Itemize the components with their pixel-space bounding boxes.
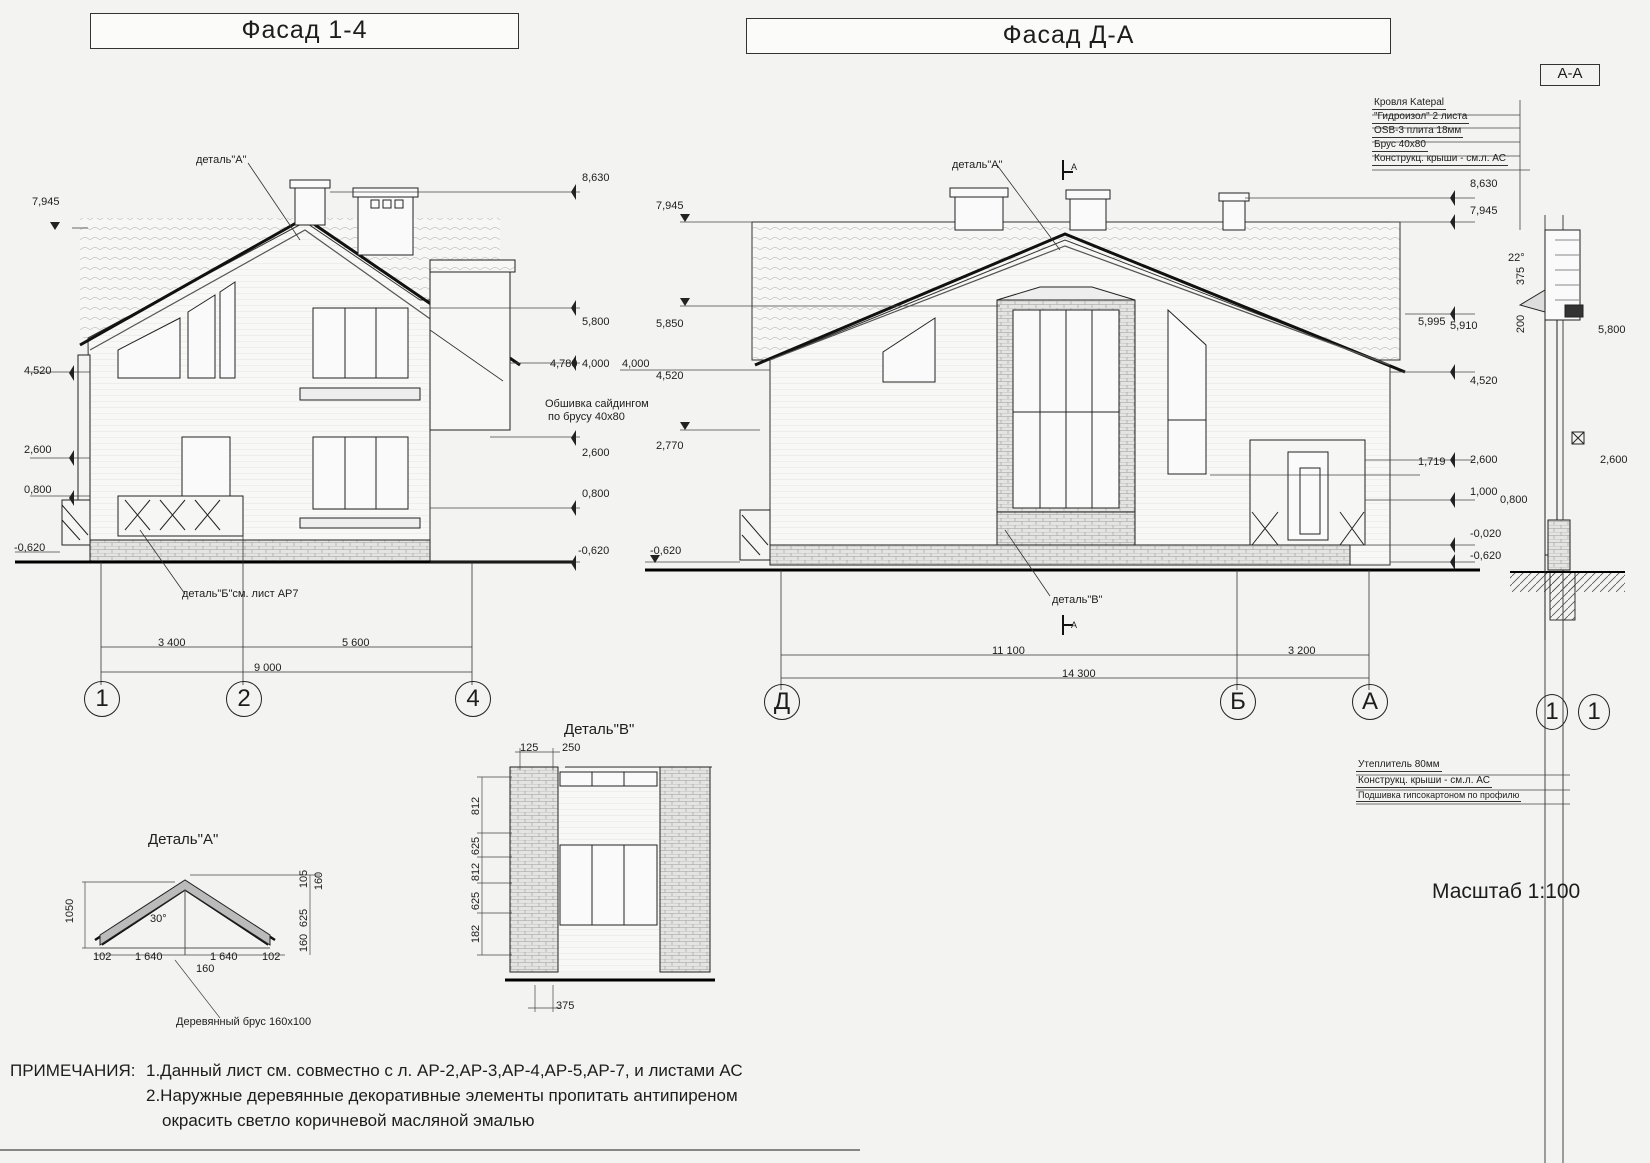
note-2: 2.Наружные деревянные декоративные элементы пропитать антипиреном — [146, 1086, 738, 1105]
level-label: 4,520 — [24, 365, 52, 377]
axis-marker-b: Б — [1220, 684, 1256, 720]
dimension-label: 3 200 — [1288, 645, 1316, 657]
level-label: 7,945 — [32, 196, 60, 208]
level-label: 0,800 — [1500, 494, 1528, 506]
level-label: 1,000 — [1470, 486, 1498, 498]
section-mark-top: А — [1071, 162, 1078, 172]
detail-a-dim: 625 — [298, 908, 311, 928]
wall-spec-item: Утеплитель 80мм — [1358, 759, 1440, 770]
axis-marker-section-1b: 1 — [1578, 694, 1610, 730]
note-detail-v: деталь"В" — [1052, 594, 1103, 606]
roof-spec-item: OSB-3 плита 18мм — [1374, 125, 1462, 136]
detail-a-dim: 1 640 — [135, 951, 163, 963]
level-label: 5,995 — [1418, 316, 1446, 328]
facade-right-title-text: Фасад Д-А — [1002, 21, 1135, 49]
level-label: -0,020 — [1470, 528, 1502, 540]
note-2-continued: окрасить светло коричневой масляной эмалью — [162, 1111, 535, 1130]
detail-a-dim: 105 — [298, 869, 311, 889]
level-label: 0,800 — [24, 484, 52, 496]
section-mark-bottom: А — [1071, 620, 1078, 630]
level-label: 2,600 — [1600, 454, 1628, 466]
axis-marker-d: Д — [764, 684, 800, 720]
level-label: 5,800 — [582, 316, 610, 328]
scale-label: Масштаб 1:100 — [1432, 880, 1581, 903]
facade-left-title — [90, 13, 519, 49]
facade-left-title-text: Фасад 1-4 — [241, 16, 368, 44]
level-label: 5,910 — [1450, 320, 1478, 332]
detail-a-title: Деталь"А" — [148, 831, 219, 848]
dimension-label: 3 400 — [158, 637, 186, 649]
roof-spec-item: Конструкц. крыши - см.л. АС — [1374, 153, 1506, 164]
level-label: 4,000 — [582, 358, 610, 370]
level-label: 7,945 — [656, 200, 684, 212]
level-label: -0,620 — [1470, 550, 1502, 562]
level-label: 4,000 — [622, 358, 650, 370]
detail-a-dim: 102 — [262, 951, 281, 963]
detail-a-dim: 160 — [196, 963, 215, 975]
level-label: 4,520 — [1470, 375, 1498, 387]
detail-a-angle: 30° — [150, 913, 167, 925]
level-label: 5,850 — [656, 318, 684, 330]
wall-spec-item: Подшивка гипсокартоном по профилю — [1358, 790, 1520, 800]
note-1: 1.Данный лист см. совместно с л. АР-2,АР-3,АР-4,АР-5,АР-7, и листами АС — [146, 1061, 743, 1080]
note-cladding-2: по брусу 40х80 — [548, 411, 625, 423]
level-label: -0,620 — [578, 545, 610, 557]
level-label: 2,600 — [582, 447, 610, 459]
note-detail-a-right: деталь"А" — [952, 159, 1003, 171]
level-label: 2,600 — [24, 444, 52, 456]
detail-v-drawing — [477, 748, 715, 1012]
detail-v-dim: 182 — [470, 924, 483, 944]
detail-a-dim: 1050 — [64, 898, 77, 924]
level-label: 4,780 — [550, 358, 578, 370]
detail-a-drawing — [82, 875, 320, 1018]
dimension-label: 5 600 — [342, 637, 370, 649]
detail-v-dim: 375 — [556, 1000, 575, 1012]
detail-v-dim: 812 — [470, 862, 483, 882]
level-label: 8,630 — [1470, 178, 1498, 190]
notes-label: ПРИМЕЧАНИЯ: — [10, 1061, 136, 1080]
level-label: 2,600 — [1470, 454, 1498, 466]
roof-spec-item: Кровля Katepal — [1374, 97, 1444, 108]
note-detail-b: деталь"Б"см. лист АР7 — [182, 588, 299, 600]
wall-spec-item: Конструкц. крыши - см.л. АС — [1358, 775, 1490, 786]
detail-v-title: Деталь"В" — [564, 721, 635, 738]
axis-marker-a: А — [1352, 684, 1388, 720]
section-angle: 22° — [1508, 252, 1525, 264]
dimension-label: 14 300 — [1062, 668, 1096, 680]
level-label: 4,520 — [656, 370, 684, 382]
detail-a-dim: 1 640 — [210, 951, 238, 963]
note-detail-a-left: деталь"А" — [196, 154, 247, 166]
detail-v-dim: 250 — [562, 742, 581, 754]
roof-spec-item: Брус 40х80 — [1374, 139, 1426, 150]
dimension-label: 9 000 — [254, 662, 282, 674]
detail-a-dim: 160 — [313, 871, 326, 891]
detail-a-dim: 160 — [298, 933, 311, 953]
level-label: -0,620 — [650, 545, 682, 557]
roof-spec-item: "Гидроизол" 2 листа — [1374, 111, 1468, 122]
level-label: -0,620 — [14, 542, 46, 554]
axis-marker-2: 2 — [226, 681, 262, 717]
level-label: 8,630 — [582, 172, 610, 184]
detail-v-dim: 812 — [470, 796, 483, 816]
axis-marker-4: 4 — [455, 681, 491, 717]
detail-a-caption: Деревянный брус 160х100 — [176, 1016, 312, 1028]
section-tag: А-А — [1540, 64, 1600, 86]
axis-marker-1: 1 — [84, 681, 120, 717]
axis-marker-section-1: 1 — [1536, 694, 1568, 730]
level-label: 0,800 — [582, 488, 610, 500]
section-dim: 200 — [1515, 314, 1528, 334]
detail-v-dim: 125 — [520, 742, 539, 754]
detail-v-dim: 625 — [470, 836, 483, 856]
dimension-label: 11 100 — [992, 645, 1025, 657]
note-cladding: Обшивка сайдингом — [545, 398, 649, 410]
level-label: 7,945 — [1470, 205, 1498, 217]
level-label: 2,770 — [656, 440, 684, 452]
facade-right-title — [746, 18, 1391, 54]
level-label: 1,719 — [1418, 456, 1446, 468]
facade-right-drawing — [620, 160, 1480, 690]
facade-left-drawing — [15, 163, 580, 685]
detail-a-dim: 102 — [93, 951, 112, 963]
level-label: 5,800 — [1598, 324, 1626, 336]
detail-v-dim: 625 — [470, 891, 483, 911]
section-dim: 375 — [1515, 266, 1528, 286]
